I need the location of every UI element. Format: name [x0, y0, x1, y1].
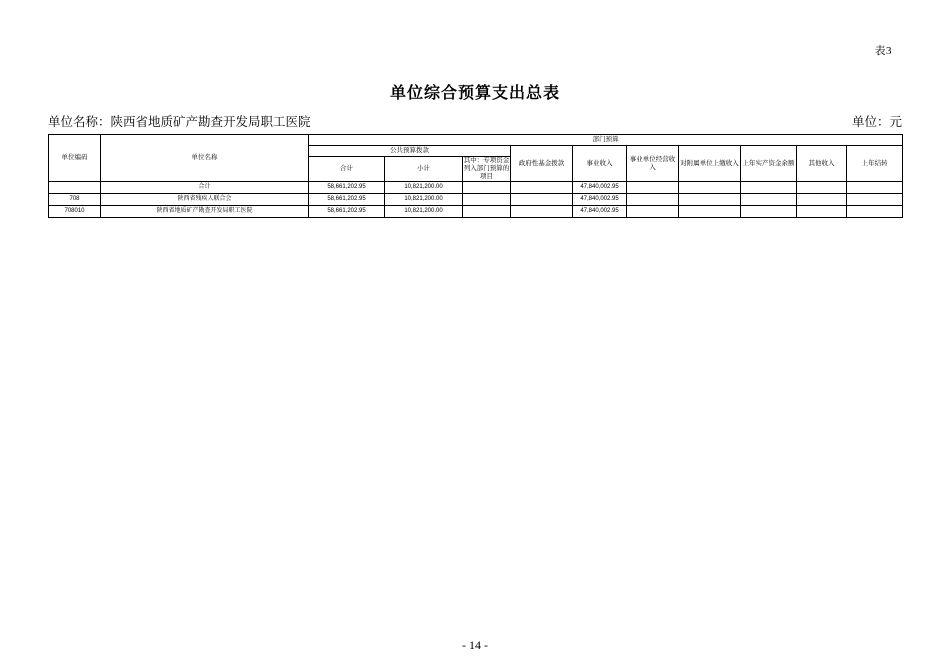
cell-operating-income — [627, 206, 679, 218]
cell-operating-income — [627, 194, 679, 206]
header-special: 其中：专项资金列入部门预算的项目 — [463, 157, 510, 181]
cell-total: 58,661,202.95 — [309, 182, 385, 194]
cell-subordinate-income — [679, 206, 741, 218]
cell-total: 58,661,202.95 — [309, 206, 385, 218]
header-name: 单位名称 — [101, 135, 309, 182]
cell-special — [463, 206, 511, 218]
header-dept-budget: 部门预算 — [309, 135, 903, 146]
cell-code: 708010 — [49, 206, 101, 218]
unit-name-label: 单位名称： — [48, 115, 111, 129]
cell-career-income: 47,840,002.95 — [573, 182, 627, 194]
cell-subtotal: 10,821,200.00 — [385, 182, 463, 194]
header-other-income: 其他收入 — [797, 146, 847, 182]
header-subordinate-income: 对附属单位上缴收入 — [679, 146, 741, 182]
cell-carryover — [847, 206, 903, 218]
header-last-year-balance: 上年实产资金余额 — [741, 146, 797, 182]
cell-name: 陕西省残疾人联合会 — [101, 194, 309, 206]
cell-carryover — [847, 182, 903, 194]
header-public-budget: 公共预算拨款 — [309, 146, 511, 157]
header-operating-income: 事业单位经营收入 — [627, 146, 679, 182]
cell-subtotal: 10,821,200.00 — [385, 194, 463, 206]
cell-code: 708 — [49, 194, 101, 206]
unit-name-value: 陕西省地质矿产勘查开发局职工医院 — [110, 115, 311, 129]
page-title: 单位综合预算支出总表 — [389, 85, 560, 102]
header-gov-fund: 政府性基金拨款 — [511, 146, 573, 182]
cell-carryover — [847, 194, 903, 206]
cell-special — [463, 182, 511, 194]
cell-gov-fund — [511, 194, 573, 206]
cell-career-income: 47,840,002.95 — [573, 206, 627, 218]
cell-last-year-balance — [741, 194, 797, 206]
meta-row — [48, 112, 902, 130]
table-row — [49, 182, 903, 194]
header-total: 合计 — [309, 157, 385, 182]
table-header-row-1 — [49, 135, 903, 146]
unit-name — [48, 112, 311, 130]
cell-special — [463, 194, 511, 206]
table-row — [49, 194, 903, 206]
cell-subordinate-income — [679, 182, 741, 194]
cell-last-year-balance — [741, 182, 797, 194]
cell-subordinate-income — [679, 194, 741, 206]
cell-name: 合计 — [101, 182, 309, 194]
header-carryover: 上年结转 — [847, 146, 903, 182]
cell-last-year-balance — [741, 206, 797, 218]
table-body — [49, 182, 903, 218]
header-career-income: 事业收入 — [573, 146, 627, 182]
cell-gov-fund — [511, 206, 573, 218]
cell-other-income — [797, 206, 847, 218]
header-code: 单位编码 — [49, 135, 101, 182]
budget-table — [48, 134, 903, 218]
cell-career-income: 47,840,002.95 — [573, 194, 627, 206]
table-row — [49, 206, 903, 218]
cell-code — [49, 182, 101, 194]
header-subtotal: 小计 — [385, 157, 463, 182]
cell-subtotal: 10,821,200.00 — [385, 206, 463, 218]
currency-label: 单位：元 — [851, 115, 902, 129]
cell-gov-fund — [511, 182, 573, 194]
cell-total: 58,661,202.95 — [309, 194, 385, 206]
cell-other-income — [797, 182, 847, 194]
page-number: - 14 - — [462, 638, 488, 652]
cell-other-income — [797, 194, 847, 206]
cell-operating-income — [627, 182, 679, 194]
cell-name: 陕西省地质矿产勘查开发局职工医院 — [101, 206, 309, 218]
sheet-tag: 表3 — [874, 45, 892, 57]
